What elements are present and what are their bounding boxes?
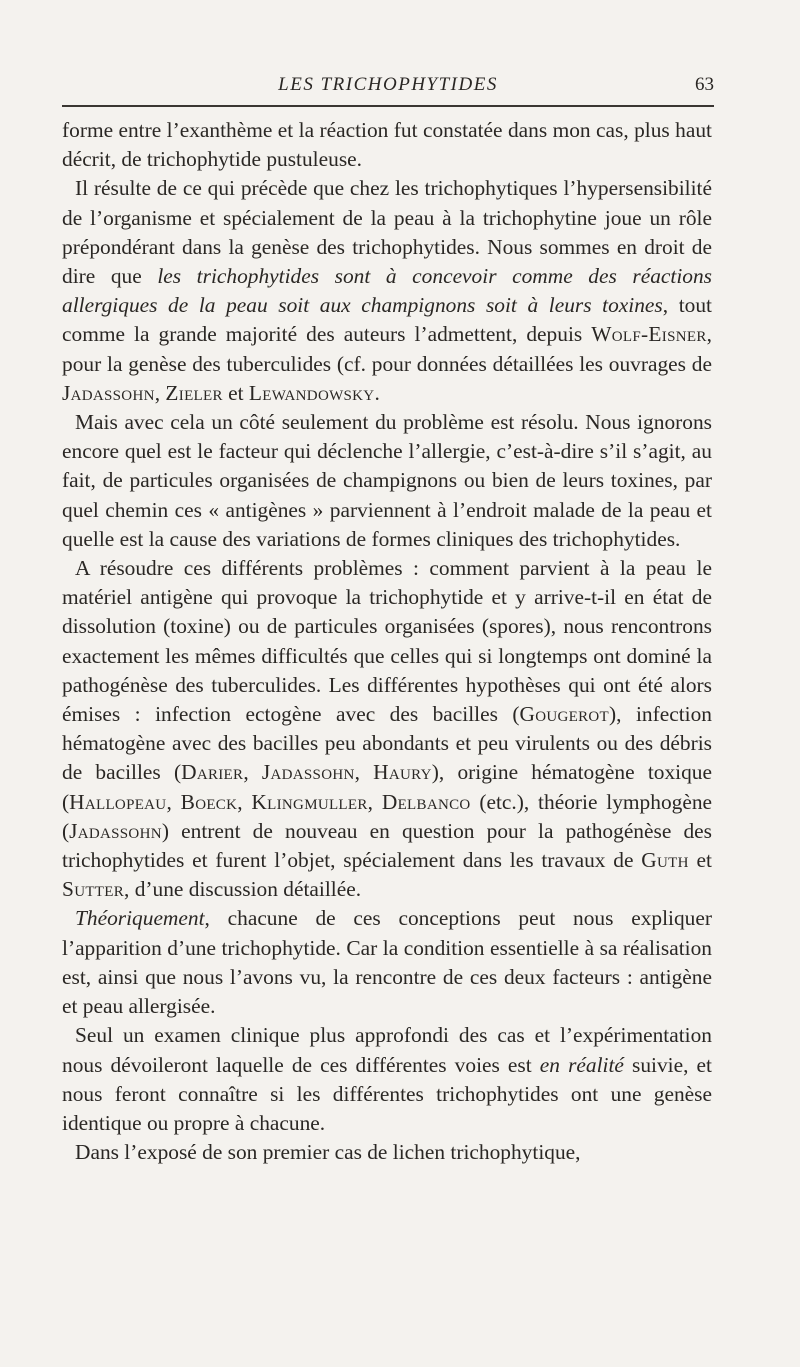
- text-run: ,: [243, 760, 262, 785]
- text-run: (etc.), théorie lymphogène (: [62, 789, 713, 843]
- text-run: ), origine hématogène toxique (: [62, 760, 712, 814]
- text-run: , tout comme la grande majorité des auteurs l’admettent, depuis: [62, 293, 712, 347]
- author-name: Klingmuller: [251, 789, 368, 814]
- paragraph: [62, 174, 712, 408]
- author-name: Gougerot: [519, 702, 610, 727]
- text-run: Dans l’exposé de son premier cas de lichen trichophytique,: [75, 1140, 581, 1165]
- author-name: Jadassohn: [261, 760, 355, 785]
- text-run: et: [222, 380, 249, 405]
- text-run: A résoudre ces différents problèmes : comment parvient à la peau le matériel antigène qui provoque la trichophytide et y arrive-t-il en état de dissolution (toxine) ou de particules organisées (spores), nous rencontrons exactement les mêmes difficultés que celles qui si longtemps ont dominé la pathogénèse des tuberculides. Les différentes hypothèses qui ont été alors émises : infection ectogène avec des bacilles (: [62, 556, 712, 727]
- header-rule: [62, 105, 714, 107]
- text-run: ) entrent de nouveau en question pour la pathogénèse des trichophytides et furent l’objet, spécialement dans les travaux de: [62, 818, 712, 873]
- text-run: ,: [354, 760, 374, 785]
- text-run: ,: [154, 380, 166, 405]
- emphasis-text: en réalité: [539, 1052, 624, 1077]
- page-header: [62, 74, 714, 100]
- text-run: ,: [237, 789, 252, 814]
- paragraph: [62, 116, 712, 174]
- text-run: , d’une discussion détaillée.: [124, 877, 362, 902]
- author-name: Zieler: [165, 380, 223, 405]
- author-name: Hallopeau: [69, 789, 167, 814]
- paragraph: [62, 1021, 712, 1138]
- text-run: ,: [367, 789, 382, 814]
- body-text: [62, 116, 712, 1167]
- author-name: Jadassohn: [62, 380, 155, 405]
- text-run: , pour la genèse des tuberculides (cf. pour données détaillées les ouvrages de: [62, 322, 712, 376]
- paragraph: [62, 904, 712, 1021]
- text-run: .: [374, 380, 380, 405]
- author-name: Wolf-Eisner: [591, 322, 707, 347]
- text-run: forme entre l’exanthème et la réaction fut constatée dans mon cas, plus haut décrit, de trichophytide pustuleuse.: [62, 118, 712, 172]
- paragraph: [62, 408, 712, 554]
- running-title: LES TRICHOPHYTIDES: [278, 74, 498, 95]
- page-number: 63: [695, 74, 714, 95]
- text-run: , chacune de ces conceptions peut nous expliquer l’apparition d’une trichophytide. Car la condition essentielle à sa réalisation est, ainsi que nous l’avons vu, la rencontre de ces deux facteurs : antigène et peau allergisée.: [62, 906, 712, 1019]
- author-name: Lewandowsky: [248, 380, 375, 405]
- text-run: ,: [166, 789, 181, 814]
- author-name: Delbanco: [381, 789, 471, 814]
- emphasis-text: les trichophytides sont à concevoir comme des réactions allergiques de la peau soit aux champignons soit à leurs toxines: [62, 264, 712, 318]
- text-run: Seul un examen clinique plus approfondi des cas et l’expérimentation nous dévoileront laquelle de ces différentes voies est: [62, 1023, 712, 1077]
- text-run: Il résulte de ce qui précède que chez les trichophytiques l’hypersensibilité de l’organisme et spécialement de la peau à la trichophytine joue un rôle prépondérant dans la genèse des trichophytides. Nous sommes en droit de dire que: [62, 176, 712, 289]
- author-name: Boeck: [180, 789, 238, 814]
- text-run: et: [688, 848, 712, 873]
- text-run: Mais avec cela un côté seulement du problème est résolu. Nous ignorons encore quel est le facteur qui déclenche l’allergie, c’est-à-dire s’il s’agit, au fait, de particules organisées de champignons ou bien de leurs toxines, par quel chemin ces « antigènes » parviennent à l’endroit malade de la peau et quelle est la cause des variations de formes cliniques des trichophytides.: [62, 410, 712, 551]
- author-name: Haury: [373, 760, 432, 785]
- author-name: Darier: [181, 760, 244, 785]
- paragraph: [62, 554, 712, 904]
- author-name: Sutter: [62, 877, 125, 902]
- text-run: suivie, et nous feront connaître si les différentes trichophytides ont une genèse identique ou propre à chacune.: [62, 1052, 712, 1135]
- author-name: Jadassohn: [69, 818, 162, 843]
- emphasis-text: Théoriquement: [75, 906, 205, 931]
- text-run: ), infection hématogène avec des bacilles peu abondants et peu virulents ou des débris de bacilles (: [62, 702, 712, 785]
- author-name: Guth: [641, 848, 689, 873]
- paragraph: [62, 1138, 712, 1167]
